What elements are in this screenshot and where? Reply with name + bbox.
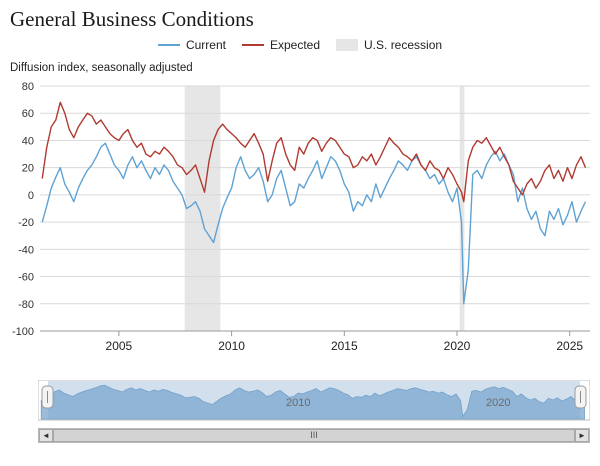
svg-text:-20: -20 — [18, 217, 34, 230]
svg-text:-60: -60 — [18, 271, 34, 284]
navigator-handle-left[interactable] — [42, 386, 53, 408]
svg-text:-40: -40 — [18, 244, 34, 257]
legend-label-recession: U.S. recession — [364, 38, 443, 52]
legend-label-expected: Expected — [269, 38, 321, 52]
legend-line-current — [158, 44, 180, 46]
gridlines — [40, 86, 590, 331]
svg-text:-100: -100 — [11, 326, 34, 338]
scrollbar-thumb[interactable]: III — [53, 429, 575, 442]
svg-text:2010: 2010 — [218, 339, 245, 353]
svg-text:2020: 2020 — [443, 339, 471, 353]
svg-text:2015: 2015 — [330, 339, 358, 353]
legend-swatch-recession — [336, 39, 358, 51]
scroll-left-button[interactable]: ◄ — [39, 429, 53, 442]
scrollbar-track[interactable] — [53, 429, 575, 442]
page-title: General Business Conditions — [10, 7, 254, 31]
legend-label-current: Current — [185, 38, 226, 52]
chart-svg — [0, 76, 600, 376]
chart-legend — [0, 38, 600, 52]
recession-bands — [185, 86, 465, 331]
legend-item-recession[interactable] — [336, 38, 442, 52]
svg-text:0: 0 — [27, 189, 34, 202]
legend-item-current[interactable] — [158, 38, 226, 52]
svg-text:2025: 2025 — [556, 339, 584, 353]
svg-text:80: 80 — [21, 81, 34, 93]
navigator-label-2010: 2010 — [286, 397, 311, 409]
svg-text:40: 40 — [21, 135, 34, 148]
chart-plot-area — [0, 76, 600, 376]
svg-text:2005: 2005 — [105, 339, 133, 353]
legend-item-expected[interactable] — [242, 38, 320, 52]
navigator-handle-right[interactable] — [575, 386, 586, 408]
legend-line-expected — [242, 44, 264, 46]
svg-text:20: 20 — [21, 162, 34, 175]
horizontal-scrollbar[interactable] — [38, 428, 590, 443]
series-line-expected — [42, 102, 585, 201]
y-axis-labels — [12, 81, 34, 338]
navigator-svg[interactable] — [38, 380, 590, 426]
svg-text:-80: -80 — [18, 298, 34, 311]
y-axis-note: Diffusion index, seasonally adjusted — [10, 62, 193, 74]
x-axis-labels — [106, 331, 584, 353]
scroll-right-button[interactable]: ► — [575, 429, 589, 442]
svg-text:60: 60 — [21, 108, 34, 121]
data-series — [42, 102, 585, 303]
navigator-label-2020: 2020 — [486, 397, 511, 409]
range-navigator[interactable] — [38, 380, 590, 426]
